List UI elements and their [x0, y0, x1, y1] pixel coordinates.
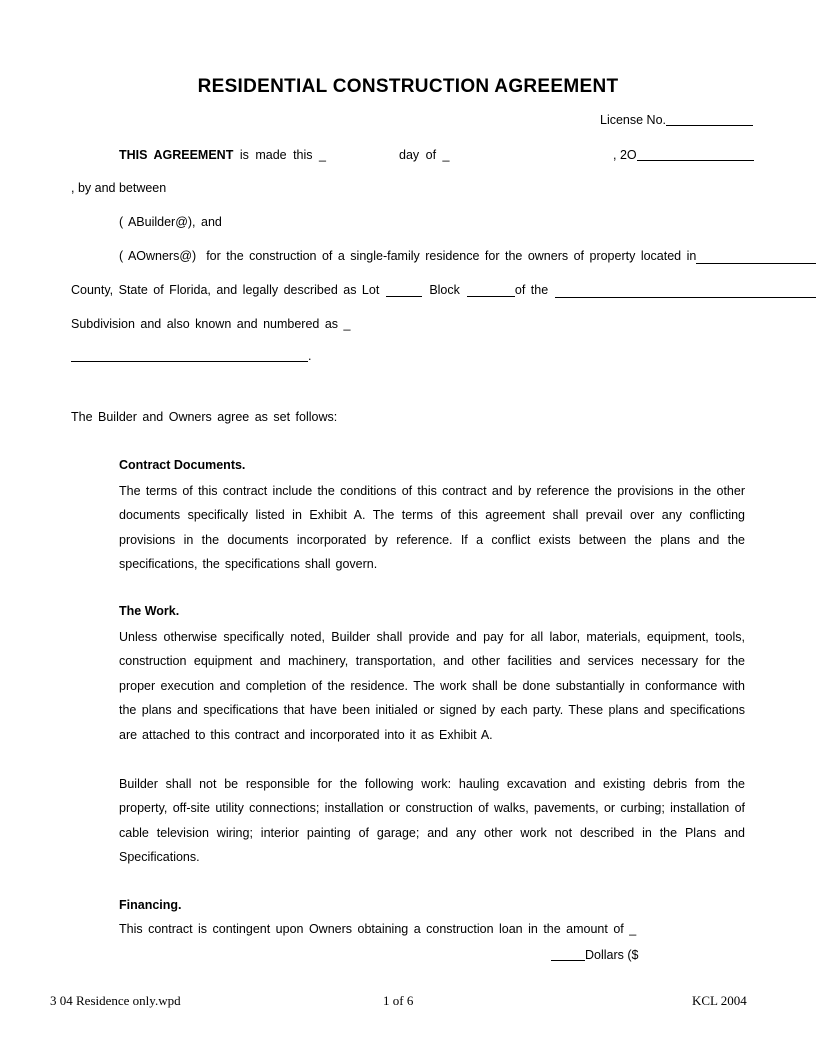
license-blank: [666, 115, 753, 126]
license-label: License No.: [600, 113, 667, 127]
block-label: Block: [429, 283, 460, 297]
year-prefix: , 2O: [613, 148, 637, 162]
county-text: County, State of Florida, and legally described as Lot: [71, 283, 380, 297]
contract-documents-paragraph: The terms of this contract include the conditions of this contract and by reference the provisions in the other documents specifically listed in Exhibit A. The terms of this agreement shall prevail over any conflicting provisions in the documents incorporated by reference. If a conflict exists between the plans and the specifications, the specifications shall govern.: [119, 484, 745, 572]
of-the-label: of the: [514, 283, 549, 297]
county-line: [71, 282, 816, 298]
section-heading-financing: Financing.: [119, 898, 182, 912]
property-location-blank: [696, 249, 816, 264]
agree-line: The Builder and Owners agree as set follows:: [71, 410, 338, 424]
address-period: .: [308, 349, 312, 363]
owners-text: for the construction of a single-family residence for the owners of property located in: [206, 249, 697, 263]
lot-blank: [386, 286, 422, 297]
the-work-paragraph-1: Unless otherwise specifically noted, Builder shall provide and pay for all labor, materials, equipment, tools, construction equipment and machinery, transportation, and other facilities and services necessary for the proper execution and completion of the residence. The work shall be done substantially in conformance with the plans and specifications that have been initialed or signed by each party. These plans and specifications are attached to this contract and incorporated into it as Exhibit A.: [119, 630, 745, 742]
section-heading-contract-documents: Contract Documents.: [119, 458, 246, 472]
by-and-between-line: , by and between: [71, 181, 167, 195]
address-blank: [71, 351, 308, 362]
year-blank: [637, 150, 754, 161]
subdivision-name-blank: [555, 283, 816, 298]
financing-line: This contract is contingent upon Owners obtaining a construction loan in the amount of _: [119, 922, 637, 936]
footer-filename: 3 04 Residence only.wpd: [50, 993, 181, 1008]
footer-kcl: KCL 2004: [692, 993, 747, 1008]
license-line: [600, 112, 753, 128]
dollars-label: Dollars ($: [585, 948, 639, 962]
owners-lead: ( AOwners@): [119, 249, 197, 263]
day-of-label: day of _: [399, 148, 450, 162]
subdivision-line: Subdivision and also known and numbered as _: [71, 317, 351, 331]
dollars-line: [551, 947, 639, 963]
year-segment: [613, 147, 754, 163]
block-blank: [467, 286, 515, 297]
the-work-paragraph-2: Builder shall not be responsible for the following work: hauling excavation and existing debris from the property, off-site utility connections; installation or construction of walks, pavements, or curbing; installation of cable television wiring; interior painting of garage; and any other work not described in the Plans and Specifications.: [119, 777, 745, 865]
section-heading-the-work: The Work.: [119, 604, 180, 618]
document-title: RESIDENTIAL CONSTRUCTION AGREEMENT: [197, 76, 619, 97]
owners-line: [119, 248, 816, 264]
agreement-lead-bold: THIS AGREEMENT: [119, 148, 234, 162]
builder-line: ( ABuilder@), and: [119, 215, 222, 229]
agreement-lead: [119, 147, 326, 163]
agreement-made-this: is made this _: [233, 148, 326, 162]
footer-page-number: 1 of 6: [383, 993, 414, 1008]
address-blank-line: [71, 348, 311, 364]
dollars-amount-blank: [551, 950, 585, 961]
